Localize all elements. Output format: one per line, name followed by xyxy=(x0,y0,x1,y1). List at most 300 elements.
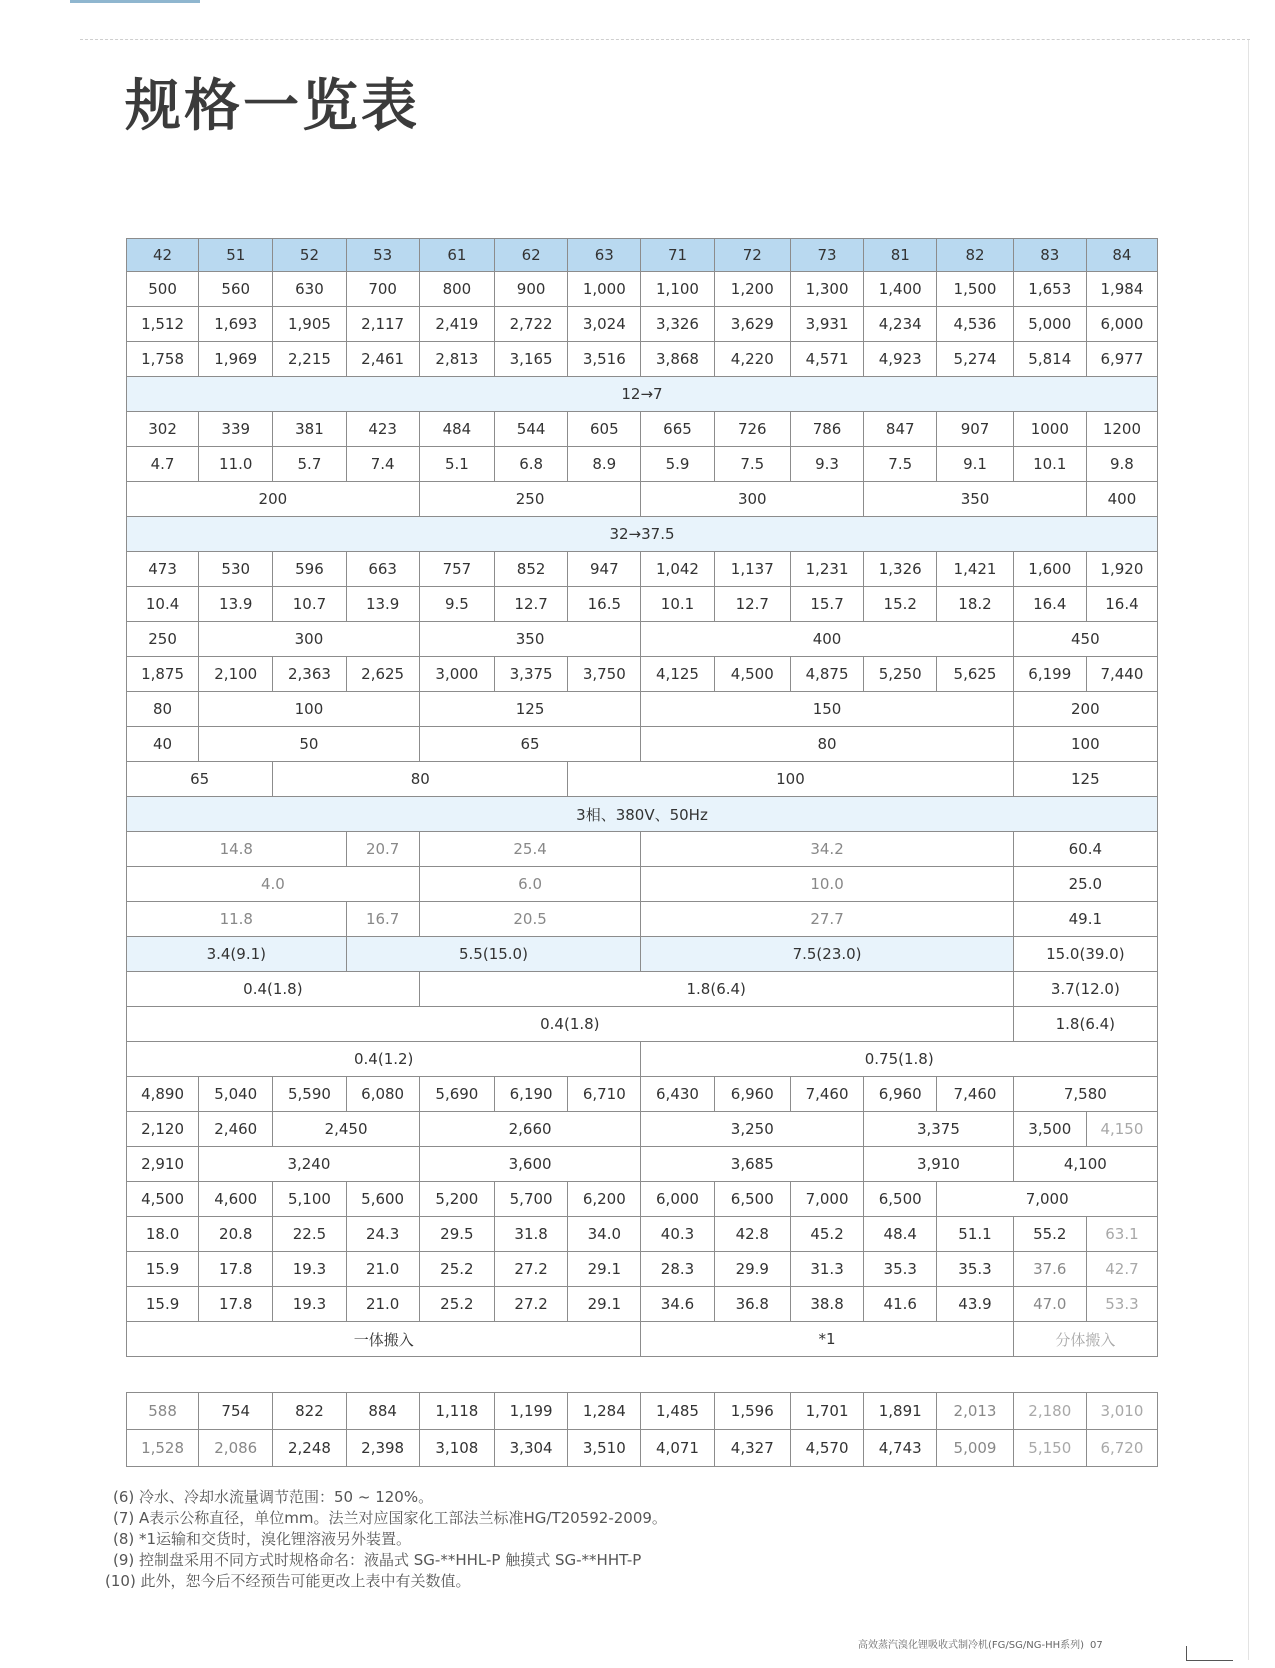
table-cell: 4,071 xyxy=(641,1430,714,1467)
table-cell: 9.1 xyxy=(937,447,1013,482)
table-cell: 7.5 xyxy=(714,447,790,482)
table-cell: 9.5 xyxy=(419,587,494,622)
table-cell: 5,814 xyxy=(1013,342,1086,377)
table-cell: 45.2 xyxy=(790,1217,863,1252)
table-cell: 22.5 xyxy=(273,1217,346,1252)
table-cell: 3,304 xyxy=(495,1430,568,1467)
table-cell: 3,250 xyxy=(641,1112,864,1147)
table-cell: 1,199 xyxy=(495,1393,568,1430)
table-cell: 125 xyxy=(1013,762,1157,797)
table-cell: 18.0 xyxy=(127,1217,199,1252)
table-cell: 1,969 xyxy=(199,342,273,377)
table-cell: 300 xyxy=(641,482,864,517)
table-row xyxy=(127,517,1158,552)
table-cell: 800 xyxy=(419,272,494,307)
table-cell: 6.0 xyxy=(419,867,641,902)
table-row xyxy=(127,1287,1158,1322)
table-cell: 907 xyxy=(937,412,1013,447)
table-cell: 1,653 xyxy=(1013,272,1086,307)
table-cell: 786 xyxy=(790,412,863,447)
table-cell: 28.3 xyxy=(641,1252,714,1287)
table-cell: 2,086 xyxy=(199,1430,273,1467)
table-cell: 19.3 xyxy=(273,1287,346,1322)
table-cell: 1,596 xyxy=(714,1393,790,1430)
table-cell: 630 xyxy=(273,272,346,307)
table-cell: 1,875 xyxy=(127,657,199,692)
table-cell: *1 xyxy=(641,1322,1013,1357)
table-cell: 29.5 xyxy=(419,1217,494,1252)
table-cell: 4,570 xyxy=(790,1430,863,1467)
table-cell: 0.4(1.8) xyxy=(127,972,420,1007)
table-cell: 1,421 xyxy=(937,552,1013,587)
spec-table xyxy=(126,238,1158,1357)
table-cell: 1,100 xyxy=(641,272,714,307)
page-corner-mark xyxy=(1186,1646,1233,1661)
table-cell: 37.6 xyxy=(1013,1252,1086,1287)
table-cell: 48.4 xyxy=(864,1217,937,1252)
table-cell: 20.7 xyxy=(346,832,419,867)
table-cell: 38.8 xyxy=(790,1287,863,1322)
table-cell: 6,500 xyxy=(864,1182,937,1217)
table-cell: 5,009 xyxy=(937,1430,1013,1467)
table-cell: 5,000 xyxy=(1013,307,1086,342)
table-cell: 200 xyxy=(127,482,420,517)
table-row xyxy=(127,1182,1158,1217)
table-cell: 29.9 xyxy=(714,1252,790,1287)
table-cell: 13.9 xyxy=(199,587,273,622)
table-cell: 4,500 xyxy=(714,657,790,692)
table-cell: 6,200 xyxy=(568,1182,641,1217)
table-cell: 50 xyxy=(199,727,420,762)
table-cell: 6,710 xyxy=(568,1077,641,1112)
table-cell: 125 xyxy=(419,692,641,727)
table-cell: 14.8 xyxy=(127,832,347,867)
table-cell: 16.4 xyxy=(1013,587,1086,622)
table-row xyxy=(127,1042,1158,1077)
table-cell: 2,910 xyxy=(127,1147,199,1182)
table-cell: 3.7(12.0) xyxy=(1013,972,1157,1007)
table-cell: 25.2 xyxy=(419,1252,494,1287)
table-cell: 381 xyxy=(273,412,346,447)
table-cell: 1,231 xyxy=(790,552,863,587)
table-cell: 15.0(39.0) xyxy=(1013,937,1157,972)
model-cell: 61 xyxy=(419,239,494,272)
table-cell: 34.2 xyxy=(641,832,1013,867)
table-cell: 27.2 xyxy=(495,1287,568,1322)
table-cell: 200 xyxy=(1013,692,1157,727)
table-cell: 250 xyxy=(127,622,199,657)
table-cell: 473 xyxy=(127,552,199,587)
table-cell: 5,274 xyxy=(937,342,1013,377)
table-cell: 0.4(1.2) xyxy=(127,1042,641,1077)
table-row xyxy=(127,482,1158,517)
table-row xyxy=(127,657,1158,692)
table-cell: 7,580 xyxy=(1013,1077,1157,1112)
table-cell: 27.7 xyxy=(641,902,1013,937)
table-cell: 3,600 xyxy=(419,1147,641,1182)
table-cell: 339 xyxy=(199,412,273,447)
table-cell: 450 xyxy=(1013,622,1157,657)
table-cell: 19.3 xyxy=(273,1252,346,1287)
model-cell: 73 xyxy=(790,239,863,272)
table-cell: 5.9 xyxy=(641,447,714,482)
table-cell: 6,430 xyxy=(641,1077,714,1112)
table-cell: 6,000 xyxy=(1086,307,1157,342)
table-cell: 3,024 xyxy=(568,307,641,342)
table-cell: 947 xyxy=(568,552,641,587)
table-cell: 6,960 xyxy=(714,1077,790,1112)
table-cell: 1,200 xyxy=(714,272,790,307)
table-cell: 40.3 xyxy=(641,1217,714,1252)
table-cell: 4,923 xyxy=(864,342,937,377)
table-cell: 5,700 xyxy=(495,1182,568,1217)
table-cell: 36.8 xyxy=(714,1287,790,1322)
table-cell: 5,625 xyxy=(937,657,1013,692)
table-cell: 4,327 xyxy=(714,1430,790,1467)
table-cell: 0.4(1.8) xyxy=(127,1007,1014,1042)
table-cell: 2,461 xyxy=(346,342,419,377)
table-cell: 2,100 xyxy=(199,657,273,692)
table-cell: 7,460 xyxy=(790,1077,863,1112)
table-cell: 42.8 xyxy=(714,1217,790,1252)
table-cell: 7.5(23.0) xyxy=(641,937,1013,972)
model-cell: 52 xyxy=(273,239,346,272)
table-cell: 25.4 xyxy=(419,832,641,867)
table-cell: 560 xyxy=(199,272,273,307)
table-row xyxy=(127,1147,1158,1182)
table-cell: 3,108 xyxy=(419,1430,494,1467)
table-cell: 80 xyxy=(127,692,199,727)
table-row xyxy=(127,1252,1158,1287)
table-cell: 6,190 xyxy=(495,1077,568,1112)
table-cell: 544 xyxy=(495,412,568,447)
table-cell: 10.4 xyxy=(127,587,199,622)
footnote: (7) A表示公称直径，单位mm。法兰对应国家化工部法兰标准HG/T20592-2009。 xyxy=(113,1509,667,1527)
table-cell: 15.2 xyxy=(864,587,937,622)
table-cell: 2,117 xyxy=(346,307,419,342)
table-row xyxy=(127,342,1158,377)
table-cell: 20.8 xyxy=(199,1217,273,1252)
table-cell: 2,215 xyxy=(273,342,346,377)
table-cell: 3,240 xyxy=(199,1147,420,1182)
table-cell: 4,220 xyxy=(714,342,790,377)
table-cell: 9.3 xyxy=(790,447,863,482)
table-row xyxy=(127,552,1158,587)
table-cell: 605 xyxy=(568,412,641,447)
table-cell: 5.1 xyxy=(419,447,494,482)
table-cell: 6,199 xyxy=(1013,657,1086,692)
table-cell: 55.2 xyxy=(1013,1217,1086,1252)
model-cell: 84 xyxy=(1086,239,1157,272)
table-cell: 2,120 xyxy=(127,1112,199,1147)
footnote: (8) *1运输和交货时，溴化锂溶液另外装置。 xyxy=(113,1530,412,1548)
table-cell: 1,758 xyxy=(127,342,199,377)
table-cell: 500 xyxy=(127,272,199,307)
table-cell: 3,629 xyxy=(714,307,790,342)
table-row xyxy=(127,377,1158,412)
table-cell: 1,500 xyxy=(937,272,1013,307)
table-cell: 350 xyxy=(864,482,1087,517)
table-row xyxy=(127,1077,1158,1112)
table-row xyxy=(127,1322,1158,1357)
table-row xyxy=(127,447,1158,482)
table-cell: 2,248 xyxy=(273,1430,346,1467)
header-dashed-rule xyxy=(80,39,1250,40)
table-cell: 8.9 xyxy=(568,447,641,482)
table-cell: 2,180 xyxy=(1013,1393,1086,1430)
table-cell: 2,363 xyxy=(273,657,346,692)
table-cell: 5,200 xyxy=(419,1182,494,1217)
model-cell: 63 xyxy=(568,239,641,272)
table-cell: 2,722 xyxy=(495,307,568,342)
table-cell: 2,450 xyxy=(273,1112,419,1147)
table-cell: 1,512 xyxy=(127,307,199,342)
table-cell: 49.1 xyxy=(1013,902,1157,937)
table-cell: 4,743 xyxy=(864,1430,937,1467)
table-cell: 3,510 xyxy=(568,1430,641,1467)
table-row xyxy=(127,412,1158,447)
table-cell: 17.8 xyxy=(199,1252,273,1287)
table-row xyxy=(127,797,1158,832)
table-row xyxy=(127,727,1158,762)
table-row xyxy=(127,1007,1158,1042)
table-cell: 6,960 xyxy=(864,1077,937,1112)
footnotes xyxy=(105,1487,667,1592)
table-cell: 3,375 xyxy=(864,1112,1014,1147)
table-cell: 4,500 xyxy=(127,1182,199,1217)
table-cell: 1,891 xyxy=(864,1393,937,1430)
table-cell: 7,460 xyxy=(937,1077,1013,1112)
power-supply: 3相、380V、50Hz xyxy=(127,797,1158,832)
table-cell: 400 xyxy=(1086,482,1157,517)
table-cell: 21.0 xyxy=(346,1252,419,1287)
table-cell: 16.4 xyxy=(1086,587,1157,622)
table-cell: 3.4(9.1) xyxy=(127,937,347,972)
table-cell: 5,150 xyxy=(1013,1430,1086,1467)
table-cell: 2,813 xyxy=(419,342,494,377)
table-cell: 31.8 xyxy=(495,1217,568,1252)
table-cell: 4,150 xyxy=(1086,1112,1157,1147)
table-cell: 100 xyxy=(1013,727,1157,762)
table-cell: 900 xyxy=(495,272,568,307)
table-cell: 65 xyxy=(127,762,273,797)
table-cell: 4,600 xyxy=(199,1182,273,1217)
table-cell: 43.9 xyxy=(937,1287,1013,1322)
table-cell: 4.7 xyxy=(127,447,199,482)
table-cell: 100 xyxy=(568,762,1013,797)
table-cell: 2,398 xyxy=(346,1430,419,1467)
table-cell: 596 xyxy=(273,552,346,587)
table-cell: 5.5(15.0) xyxy=(346,937,641,972)
table-cell: 42.7 xyxy=(1086,1252,1157,1287)
table-cell: 302 xyxy=(127,412,199,447)
table-cell: 1000 xyxy=(1013,412,1086,447)
page-footer xyxy=(858,1636,1103,1651)
top-accent-rule xyxy=(70,0,200,3)
table-cell: 847 xyxy=(864,412,937,447)
table-cell: 7,000 xyxy=(937,1182,1158,1217)
table-cell: 3,868 xyxy=(641,342,714,377)
table-cell: 1.8(6.4) xyxy=(419,972,1013,1007)
table-row xyxy=(127,307,1158,342)
table-cell: 1,600 xyxy=(1013,552,1086,587)
table-cell: 2,460 xyxy=(199,1112,273,1147)
table-cell: 12.7 xyxy=(714,587,790,622)
model-cell: 83 xyxy=(1013,239,1086,272)
table-cell: 2,013 xyxy=(937,1393,1013,1430)
table-cell: 822 xyxy=(273,1393,346,1430)
table-cell: 400 xyxy=(641,622,1013,657)
table-cell: 4,875 xyxy=(790,657,863,692)
table-cell: 6,500 xyxy=(714,1182,790,1217)
table-cell: 3,165 xyxy=(495,342,568,377)
model-cell: 71 xyxy=(641,239,714,272)
page-title: 规格一览表 xyxy=(125,74,420,139)
table-cell: 40 xyxy=(127,727,199,762)
table-cell: 3,326 xyxy=(641,307,714,342)
table-row xyxy=(127,1112,1158,1147)
table-cell: 80 xyxy=(641,727,1013,762)
table-cell: 6,720 xyxy=(1086,1430,1157,1467)
model-cell: 51 xyxy=(199,239,273,272)
table-cell: 16.7 xyxy=(346,902,419,937)
table-cell: 6,000 xyxy=(641,1182,714,1217)
table-cell: 24.3 xyxy=(346,1217,419,1252)
table-cell: 34.0 xyxy=(568,1217,641,1252)
table-cell: 4,571 xyxy=(790,342,863,377)
table-cell: 1,300 xyxy=(790,272,863,307)
table-cell: 2,625 xyxy=(346,657,419,692)
footer-series-title: 高效蒸汽溴化锂吸收式制冷机(FG/SG/NG-HH系列) xyxy=(858,1640,1085,1651)
table-cell: 757 xyxy=(419,552,494,587)
table-cell: 7.5 xyxy=(864,447,937,482)
table-cell: 10.0 xyxy=(641,867,1013,902)
model-cell: 82 xyxy=(937,239,1013,272)
table-cell: 3,000 xyxy=(419,657,494,692)
model-cell: 62 xyxy=(495,239,568,272)
table-cell: 484 xyxy=(419,412,494,447)
table-cell: 一体搬入 xyxy=(127,1322,641,1357)
table-cell: 1,326 xyxy=(864,552,937,587)
table-cell: 3,010 xyxy=(1086,1393,1157,1430)
table-cell: 1,400 xyxy=(864,272,937,307)
table-cell: 21.0 xyxy=(346,1287,419,1322)
table-cell: 3,750 xyxy=(568,657,641,692)
table-cell: 5,250 xyxy=(864,657,937,692)
table-cell: 754 xyxy=(199,1393,273,1430)
table-cell: 60.4 xyxy=(1013,832,1157,867)
weight-table xyxy=(126,1392,1158,1467)
table-cell: 4.0 xyxy=(127,867,420,902)
table-cell: 1,920 xyxy=(1086,552,1157,587)
table-cell: 35.3 xyxy=(937,1252,1013,1287)
table-cell: 1,693 xyxy=(199,307,273,342)
table-cell: 27.2 xyxy=(495,1252,568,1287)
table-cell: 6,977 xyxy=(1086,342,1157,377)
table-cell: 5.7 xyxy=(273,447,346,482)
table-cell: 726 xyxy=(714,412,790,447)
table-cell: 665 xyxy=(641,412,714,447)
table-cell: 5,590 xyxy=(273,1077,346,1112)
table-cell: 1,137 xyxy=(714,552,790,587)
cooling-water-temp: 32→37.5 xyxy=(127,517,1158,552)
table-cell: 250 xyxy=(419,482,641,517)
table-cell: 34.6 xyxy=(641,1287,714,1322)
table-cell: 15.9 xyxy=(127,1287,199,1322)
table-cell: 18.2 xyxy=(937,587,1013,622)
table-cell: 25.2 xyxy=(419,1287,494,1322)
table-cell: 17.8 xyxy=(199,1287,273,1322)
table-cell: 423 xyxy=(346,412,419,447)
table-cell: 4,100 xyxy=(1013,1147,1157,1182)
table-cell: 15.7 xyxy=(790,587,863,622)
table-row xyxy=(127,1217,1158,1252)
table-cell: 1.8(6.4) xyxy=(1013,1007,1157,1042)
table-cell: 1,485 xyxy=(641,1393,714,1430)
table-cell: 29.1 xyxy=(568,1287,641,1322)
table-cell: 350 xyxy=(419,622,641,657)
table-cell: 700 xyxy=(346,272,419,307)
table-cell: 35.3 xyxy=(864,1252,937,1287)
table-row xyxy=(127,1430,1158,1467)
table-cell: 41.6 xyxy=(864,1287,937,1322)
table-cell: 3,516 xyxy=(568,342,641,377)
table-cell: 53.3 xyxy=(1086,1287,1157,1322)
table-cell: 1,284 xyxy=(568,1393,641,1430)
right-margin-rule xyxy=(1248,40,1249,1660)
table-cell: 150 xyxy=(641,692,1013,727)
table-cell: 852 xyxy=(495,552,568,587)
table-cell: 31.3 xyxy=(790,1252,863,1287)
footnote: (9) 控制盘采用不同方式时规格命名：液晶式 SG-**HHL-P 触摸式 SG-**HHT-P xyxy=(113,1551,642,1569)
table-cell: 4,890 xyxy=(127,1077,199,1112)
table-cell: 588 xyxy=(127,1393,199,1430)
table-cell: 6,080 xyxy=(346,1077,419,1112)
table-cell: 4,234 xyxy=(864,307,937,342)
model-cell: 81 xyxy=(864,239,937,272)
table-cell: 12.7 xyxy=(495,587,568,622)
table-cell: 884 xyxy=(346,1393,419,1430)
table-cell: 29.1 xyxy=(568,1252,641,1287)
table-cell: 2,419 xyxy=(419,307,494,342)
table-cell: 1,042 xyxy=(641,552,714,587)
table-cell: 3,910 xyxy=(864,1147,1014,1182)
table-cell: 1,701 xyxy=(790,1393,863,1430)
model-header-row xyxy=(127,239,1158,272)
model-cell: 42 xyxy=(127,239,199,272)
table-cell: 5,690 xyxy=(419,1077,494,1112)
table-cell: 63.1 xyxy=(1086,1217,1157,1252)
table-cell: 20.5 xyxy=(419,902,641,937)
table-cell: 3,931 xyxy=(790,307,863,342)
table-cell: 10.1 xyxy=(641,587,714,622)
table-cell: 2,660 xyxy=(419,1112,641,1147)
table-cell: 3,685 xyxy=(641,1147,864,1182)
table-cell: 530 xyxy=(199,552,273,587)
table-cell: 4,536 xyxy=(937,307,1013,342)
table-cell: 7.4 xyxy=(346,447,419,482)
chilled-water-temp: 12→7 xyxy=(127,377,1158,412)
table-cell: 10.7 xyxy=(273,587,346,622)
table-cell: 5,600 xyxy=(346,1182,419,1217)
table-cell: 4,125 xyxy=(641,657,714,692)
footnote: (10) 此外，恕今后不经预告可能更改上表中有关数值。 xyxy=(105,1572,471,1590)
table-row xyxy=(127,272,1158,307)
table-row xyxy=(127,902,1158,937)
table-cell: 51.1 xyxy=(937,1217,1013,1252)
table-cell: 47.0 xyxy=(1013,1287,1086,1322)
table-cell: 3,375 xyxy=(495,657,568,692)
